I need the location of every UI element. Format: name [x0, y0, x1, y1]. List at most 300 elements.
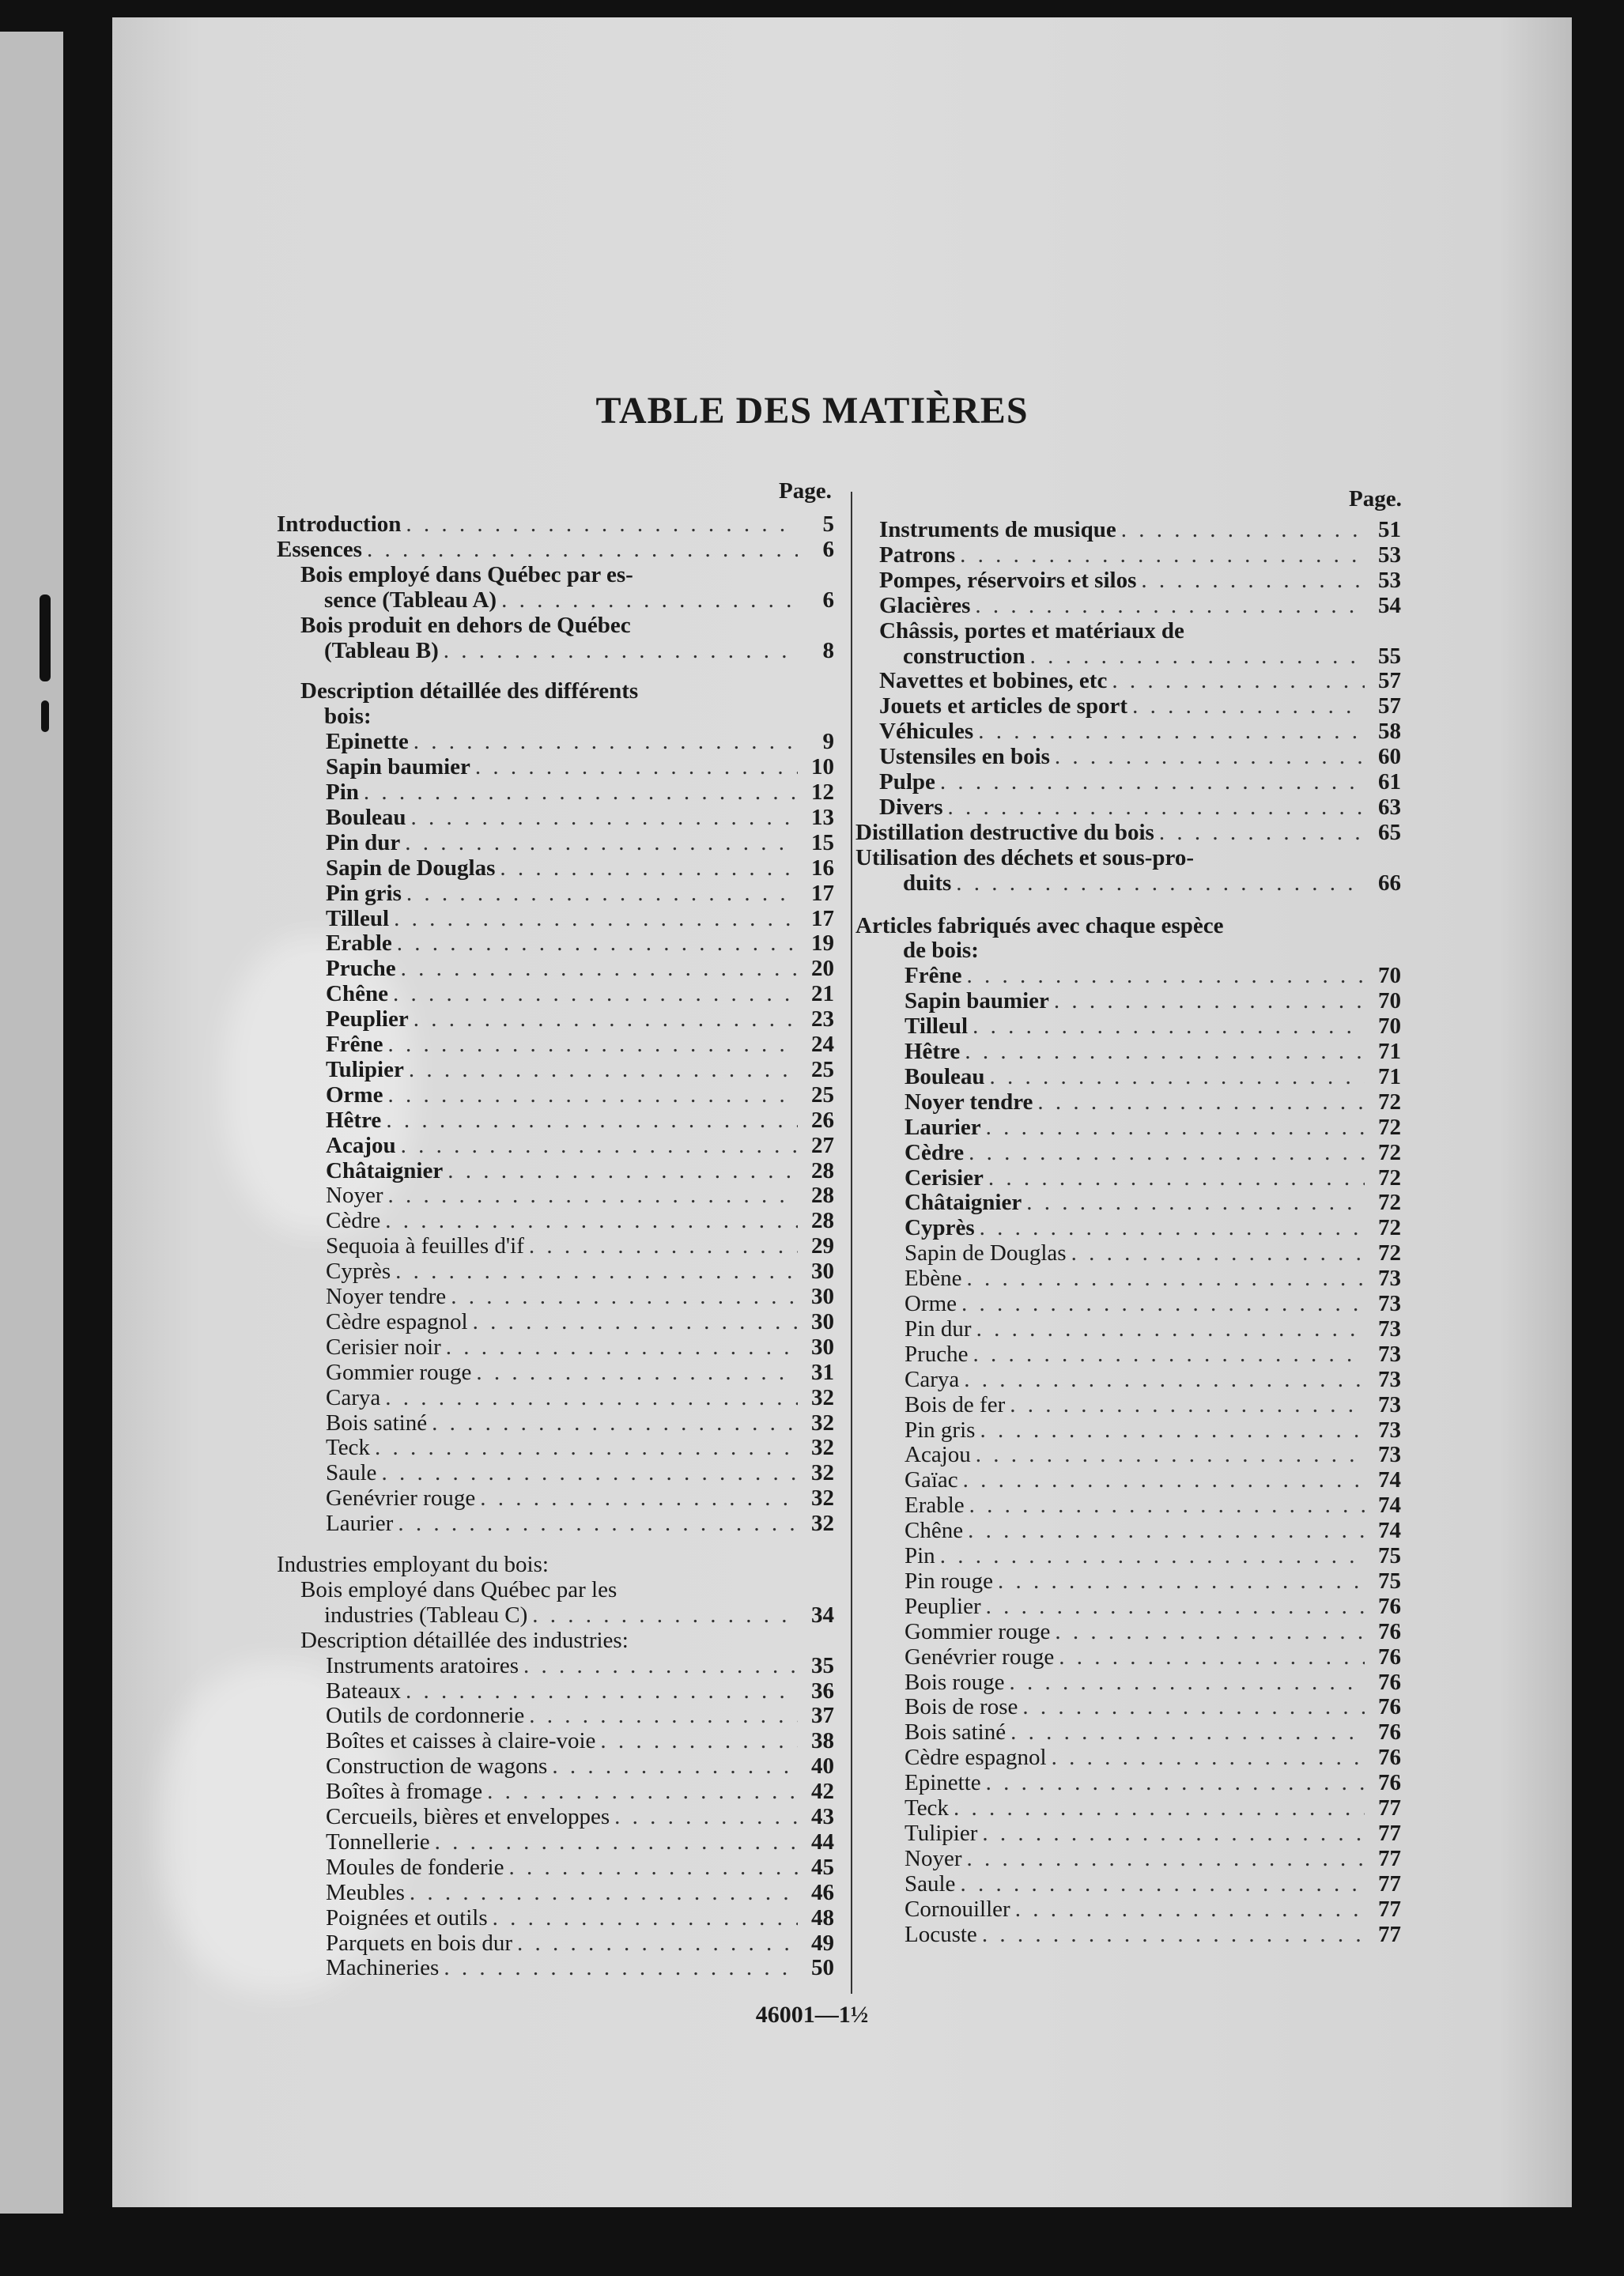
toc-entry — [905, 1493, 1401, 1517]
toc-page-number: 73 — [1378, 1391, 1401, 1417]
toc-entry-label: Gommier rouge — [326, 1359, 472, 1385]
toc-page-number: 53 — [1378, 567, 1401, 593]
toc-entry — [326, 1805, 834, 1829]
toc-page-number: 73 — [1378, 1341, 1401, 1367]
toc-entry — [326, 1931, 834, 1955]
toc-entry — [905, 1317, 1401, 1341]
toc-entry-label: Gommier rouge — [905, 1618, 1051, 1644]
toc-page-number: 17 — [811, 880, 834, 906]
toc-page-number: 57 — [1378, 668, 1401, 694]
toc-page-number: 63 — [1378, 794, 1401, 820]
toc-entry-label: Sequoia à feuilles d'if — [326, 1233, 524, 1259]
toc-page-number: 76 — [1378, 1770, 1401, 1796]
toc-entry — [324, 704, 834, 728]
toc-page-number: 28 — [811, 1208, 834, 1234]
toc-page-number: 76 — [1378, 1745, 1401, 1771]
toc-entry-label: Sapin baumier — [326, 754, 470, 780]
toc-entry-label: Bois employé dans Québec par es- — [300, 561, 633, 587]
toc-entry-label: Meubles — [326, 1879, 405, 1905]
dot-leader — [1159, 821, 1365, 844]
toc-page-number: 45 — [811, 1854, 834, 1880]
toc-entry-label: Teck — [905, 1795, 949, 1821]
toc-entry-label: Gaïac — [905, 1467, 958, 1493]
dot-leader — [975, 594, 1365, 617]
dot-leader — [406, 512, 798, 536]
toc-entry — [326, 1159, 834, 1183]
toc-page-number: 72 — [1378, 1089, 1401, 1115]
toc-page-number: 38 — [811, 1728, 834, 1754]
toc-entry-label: Pin dur — [905, 1315, 972, 1342]
toc-entry-label: Orme — [326, 1081, 383, 1108]
toc-page-number: 32 — [811, 1460, 834, 1486]
toc-entry — [326, 1855, 834, 1879]
toc-entry-label: Instruments aratoires — [326, 1652, 519, 1678]
toc-entry-label: Tilleul — [326, 905, 390, 931]
toc-entry-label: Utilisation des déchets et sous-pro- — [855, 844, 1195, 870]
toc-page-number: 71 — [1378, 1063, 1401, 1089]
toc-entry-label: Frêne — [326, 1032, 383, 1057]
toc-page-number: 24 — [811, 1032, 834, 1057]
dot-leader — [387, 1083, 798, 1107]
toc-page-number: 72 — [1378, 1215, 1401, 1241]
toc-page-number: 9 — [822, 729, 834, 755]
dot-leader — [1009, 1670, 1365, 1694]
toc-entry — [326, 1436, 834, 1459]
toc-page-number: 75 — [1378, 1568, 1401, 1594]
dot-leader — [978, 719, 1365, 743]
dot-leader — [1132, 694, 1365, 718]
dot-leader — [982, 1821, 1365, 1845]
toc-entry-label: Cyprès — [326, 1259, 391, 1285]
toc-page-number: 43 — [811, 1804, 834, 1829]
toc-page-number: 32 — [811, 1384, 834, 1410]
toc-entry-label: Noyer — [905, 1845, 962, 1871]
toc-page-number: 30 — [811, 1308, 834, 1334]
toc-page-number: 25 — [811, 1081, 834, 1108]
toc-entry — [324, 639, 834, 662]
dot-leader — [409, 1058, 798, 1081]
dot-leader — [600, 1729, 798, 1753]
toc-entry — [326, 1007, 834, 1031]
toc-entry-label: Sapin de Douglas — [905, 1240, 1067, 1266]
toc-page-number: 55 — [1378, 643, 1401, 669]
dot-leader — [976, 1317, 1365, 1341]
dot-leader — [963, 1468, 1365, 1492]
toc-entry — [324, 588, 834, 612]
toc-page-number: 76 — [1378, 1719, 1401, 1746]
toc-entry-label: Bois satiné — [326, 1410, 428, 1436]
toc-page-number: 72 — [1378, 1240, 1401, 1266]
dot-leader — [493, 1906, 798, 1930]
toc-page-number: 77 — [1378, 1921, 1401, 1947]
toc-entry — [903, 644, 1401, 668]
dot-leader — [398, 1512, 798, 1535]
toc-entry — [326, 931, 834, 955]
dot-leader — [487, 1780, 798, 1803]
toc-entry — [879, 518, 1401, 542]
toc-entry-label: Pulpe — [879, 769, 935, 795]
toc-page-number: 48 — [811, 1904, 834, 1931]
toc-page-number: 73 — [1378, 1417, 1401, 1443]
toc-entry-label: Cornouiller — [905, 1896, 1010, 1922]
toc-entry — [879, 745, 1401, 768]
dot-leader — [1015, 1897, 1365, 1921]
toc-entry — [905, 1418, 1401, 1442]
toc-page-number: 70 — [1378, 963, 1401, 989]
toc-page-number: 76 — [1378, 1669, 1401, 1695]
dot-leader — [964, 1368, 1365, 1391]
toc-entry — [326, 1032, 834, 1056]
toc-entry-label: Châssis, portes et matériaux de — [879, 617, 1184, 644]
toc-page-number: 73 — [1378, 1315, 1401, 1342]
toc-entry — [879, 594, 1401, 617]
toc-entry-label: Ebène — [905, 1266, 962, 1292]
toc-entry-label: Tonnellerie — [326, 1829, 430, 1855]
toc-entry-label: Patrons — [879, 542, 956, 568]
toc-page-number: 73 — [1378, 1266, 1401, 1292]
dot-leader — [523, 1654, 798, 1678]
toc-entry — [326, 1881, 834, 1904]
toc-entry-label: Genévrier rouge — [905, 1644, 1055, 1670]
dot-leader — [435, 1830, 798, 1854]
dot-leader — [980, 1216, 1365, 1240]
dot-leader — [1010, 1720, 1365, 1744]
dot-leader — [998, 1569, 1365, 1593]
toc-entry-label: Peuplier — [326, 1006, 409, 1032]
toc-entry — [326, 1830, 834, 1854]
toc-entry — [905, 1746, 1401, 1769]
toc-entry — [326, 1461, 834, 1485]
dot-leader — [386, 1108, 798, 1132]
toc-entry — [879, 543, 1401, 567]
toc-entry-label: Description détaillée des industries: — [300, 1627, 629, 1653]
toc-entry — [905, 1796, 1401, 1820]
dot-leader — [1037, 1090, 1365, 1114]
toc-entry-label: Moules de fonderie — [326, 1854, 504, 1880]
toc-entry — [326, 957, 834, 980]
toc-entry-label: Châtaignier — [326, 1157, 444, 1183]
toc-entry-label: Cèdre — [326, 1208, 381, 1234]
dot-leader — [954, 1796, 1365, 1820]
toc-entry-label: Industries employant du bois: — [277, 1552, 549, 1577]
toc-entry-label: Cercueils, bières et enveloppes — [326, 1804, 610, 1829]
toc-entry — [326, 982, 834, 1006]
dot-leader — [1071, 1241, 1365, 1265]
toc-page-number: 12 — [811, 779, 834, 805]
toc-entry — [879, 619, 1401, 643]
toc-page-number: 77 — [1378, 1845, 1401, 1871]
toc-entry — [905, 1115, 1401, 1139]
toc-entry-label: Carya — [905, 1366, 960, 1392]
dot-leader — [406, 881, 798, 905]
binding-mark — [41, 700, 49, 732]
dot-leader — [1030, 644, 1365, 668]
toc-page-number: 28 — [811, 1183, 834, 1209]
toc-entry-label: Acajou — [905, 1442, 971, 1468]
toc-entry — [905, 1595, 1401, 1618]
toc-entry-label: Erable — [905, 1493, 965, 1519]
toc-entry-label: Distillation destructive du bois — [855, 819, 1154, 845]
toc-entry — [879, 719, 1401, 743]
dot-leader — [414, 730, 798, 753]
toc-entry-label: Cèdre espagnol — [905, 1745, 1047, 1771]
dot-leader — [410, 1881, 798, 1904]
toc-entry-label: Carya — [326, 1384, 381, 1410]
toc-entry — [905, 1166, 1401, 1190]
dot-leader — [393, 982, 798, 1006]
toc-entry — [905, 1670, 1401, 1694]
toc-page-number: 28 — [811, 1157, 834, 1183]
toc-entry — [326, 806, 834, 829]
toc-page-number: 60 — [1378, 744, 1401, 770]
toc-entry — [277, 538, 834, 561]
toc-entry — [326, 1512, 834, 1535]
dot-leader — [1026, 1191, 1365, 1214]
page-title: TABLE DES MATIÈRES — [595, 390, 1029, 432]
dot-leader — [966, 964, 1365, 987]
toc-entry-label: Bateaux — [326, 1678, 402, 1704]
toc-entry-label: Cerisier noir — [326, 1334, 441, 1360]
toc-page-number: 73 — [1378, 1366, 1401, 1392]
toc-entry-label: de bois: — [903, 938, 979, 964]
toc-entry-label: Peuplier — [905, 1593, 981, 1619]
dot-leader — [385, 1209, 798, 1232]
toc-entry — [905, 1241, 1401, 1265]
toc-entry — [905, 1443, 1401, 1466]
toc-entry — [277, 512, 834, 536]
toc-page-number: 77 — [1378, 1870, 1401, 1897]
toc-page-number: 37 — [811, 1703, 834, 1729]
toc-entry-label: (Tableau B) — [324, 637, 439, 663]
toc-entry-label: Noyer tendre — [905, 1089, 1033, 1115]
dot-leader — [948, 795, 1365, 819]
toc-entry-label: Laurier — [326, 1511, 394, 1537]
toc-page-number: 42 — [811, 1779, 834, 1805]
dot-leader — [411, 806, 798, 829]
toc-entry-label: Erable — [326, 930, 392, 957]
dot-leader — [387, 1032, 798, 1056]
dot-leader — [381, 1461, 798, 1485]
toc-page-number: 30 — [811, 1284, 834, 1309]
toc-entry-label: Cèdre espagnol — [326, 1308, 468, 1334]
dot-leader — [976, 1443, 1365, 1466]
toc-entry — [905, 1519, 1401, 1542]
toc-entry — [326, 907, 834, 930]
dot-leader — [1121, 518, 1365, 542]
toc-entry — [326, 881, 834, 905]
toc-entry — [905, 1216, 1401, 1240]
toc-entry-label: Pin rouge — [905, 1568, 993, 1594]
dot-leader — [414, 1007, 798, 1031]
dot-leader — [367, 538, 798, 561]
toc-entry-label: Instruments de musique — [879, 517, 1116, 542]
dot-leader — [969, 1141, 1365, 1164]
toc-entry-label: Noyer tendre — [326, 1284, 447, 1309]
toc-page-number: 76 — [1378, 1644, 1401, 1670]
dot-leader — [1052, 1746, 1365, 1769]
toc-page-number: 70 — [1378, 988, 1401, 1014]
toc-entry-label: Description détaillée des différents — [300, 678, 639, 704]
toc-entry-label: Pompes, réservoirs et silos — [879, 567, 1137, 593]
toc-entry-label: Divers — [879, 794, 943, 820]
toc-entry-label: Tulipier — [905, 1820, 978, 1846]
toc-entry-label: Cerisier — [905, 1164, 984, 1191]
toc-entry-label: duits — [903, 870, 952, 896]
toc-entry — [855, 914, 1401, 938]
toc-entry-label: Bois satiné — [905, 1719, 1007, 1746]
dot-leader — [960, 543, 1365, 567]
toc-entry-label: Boîtes et caisses à claire-voie — [326, 1728, 596, 1754]
toc-entry — [905, 1923, 1401, 1946]
toc-entry — [905, 1368, 1401, 1391]
toc-entry — [905, 1292, 1401, 1315]
toc-page-number: 58 — [1378, 719, 1401, 745]
toc-entry — [905, 1342, 1401, 1366]
toc-page-number: 76 — [1378, 1694, 1401, 1720]
toc-entry — [326, 831, 834, 855]
toc-entry-label: Véhicules — [879, 719, 974, 745]
dot-leader — [614, 1805, 798, 1829]
toc-page-number: 75 — [1378, 1543, 1401, 1568]
toc-entry-label: Pin gris — [905, 1417, 976, 1443]
toc-entry — [905, 1065, 1401, 1089]
toc-entry — [905, 1821, 1401, 1845]
toc-entry-label: Chêne — [905, 1518, 964, 1544]
dot-leader — [405, 831, 798, 855]
dot-leader — [385, 1386, 798, 1410]
toc-page-number: 74 — [1378, 1467, 1401, 1493]
toc-entry-label: Bois rouge — [905, 1669, 1005, 1695]
toc-entry — [905, 989, 1401, 1013]
toc-entry — [326, 1906, 834, 1930]
toc-entry — [905, 1090, 1401, 1114]
toc-page-number: 76 — [1378, 1618, 1401, 1644]
toc-entry-label: Jouets et articles de sport — [879, 693, 1128, 719]
toc-entry-label: Epinette — [905, 1770, 981, 1796]
dot-leader — [1141, 568, 1365, 592]
toc-entry — [326, 1361, 834, 1384]
toc-entry-label: Introduction — [277, 511, 402, 537]
toc-entry — [326, 730, 834, 753]
toc-entry-label: Machineries — [326, 1955, 440, 1981]
dot-leader — [446, 1335, 798, 1359]
toc-page-number: 23 — [811, 1006, 834, 1032]
toc-page-number: 65 — [1378, 819, 1401, 845]
toc-entry-label: Tulipier — [326, 1056, 404, 1082]
toc-entry-label: Saule — [905, 1870, 956, 1897]
toc-entry-label: Glacières — [879, 592, 971, 618]
toc-entry — [326, 1386, 834, 1410]
dot-leader — [395, 1259, 798, 1283]
toc-entry — [905, 1645, 1401, 1669]
toc-entry — [879, 770, 1401, 794]
dot-leader — [444, 1956, 798, 1980]
toc-page-number: 32 — [811, 1485, 834, 1512]
dot-leader — [529, 1704, 798, 1727]
toc-entry-label: Parquets en bois dur — [326, 1930, 512, 1956]
toc-page-number: 74 — [1378, 1518, 1401, 1544]
toc-entry — [326, 1956, 834, 1980]
toc-entry-label: Outils de cordonnerie — [326, 1703, 525, 1729]
toc-entry-label: Epinette — [326, 729, 409, 755]
toc-entry — [905, 1544, 1401, 1568]
dot-leader — [364, 780, 798, 804]
toc-entry — [326, 1083, 834, 1107]
toc-entry-label: Frêne — [905, 963, 962, 989]
toc-entry — [326, 1209, 834, 1232]
toc-page-number: 72 — [1378, 1190, 1401, 1216]
dot-leader — [1022, 1695, 1365, 1719]
toc-page-number: 32 — [811, 1511, 834, 1537]
column-divider — [851, 492, 852, 1994]
dot-leader — [517, 1931, 798, 1955]
dot-leader — [444, 639, 798, 662]
toc-page-number: 31 — [811, 1359, 834, 1385]
toc-page-number: 53 — [1378, 542, 1401, 568]
dot-leader — [1055, 745, 1365, 768]
toc-page-number: 21 — [811, 981, 834, 1007]
toc-entry — [905, 1266, 1401, 1290]
toc-entry — [326, 1234, 834, 1258]
toc-entry-label: Orme — [905, 1291, 957, 1316]
toc-page-number: 40 — [811, 1753, 834, 1780]
dot-leader — [532, 1603, 798, 1627]
dot-leader — [1054, 989, 1365, 1013]
toc-entry-label: Bois produit en dehors de Québec — [300, 612, 631, 638]
dot-leader — [552, 1754, 798, 1778]
toc-entry — [879, 694, 1401, 718]
dot-leader — [961, 1292, 1365, 1315]
toc-entry-label: Pin — [326, 779, 359, 805]
toc-entry-label: Essences — [277, 536, 362, 562]
toc-entry — [905, 1569, 1401, 1593]
dot-leader — [986, 1115, 1365, 1139]
toc-entry — [903, 871, 1401, 895]
dot-leader — [451, 1285, 798, 1308]
dot-leader — [397, 931, 798, 955]
dot-leader — [473, 1310, 798, 1334]
dot-leader — [432, 1411, 798, 1435]
toc-entry — [905, 1141, 1401, 1164]
toc-entry — [326, 1654, 834, 1678]
toc-page-number: 8 — [822, 637, 834, 663]
toc-entry-label: Pin dur — [326, 829, 401, 855]
toc-entry — [326, 1285, 834, 1308]
dot-leader — [401, 1134, 798, 1157]
toc-entry — [326, 1108, 834, 1132]
toc-entry-label: industries (Tableau C) — [324, 1602, 528, 1628]
toc-page-number: 77 — [1378, 1795, 1401, 1821]
toc-entry-label: Pruche — [905, 1341, 969, 1367]
toc-page-number: 13 — [811, 804, 834, 830]
toc-entry-label: Construction de wagons — [326, 1753, 548, 1780]
toc-entry-label: Laurier — [905, 1114, 981, 1140]
dot-leader — [940, 1544, 1365, 1568]
toc-page-number: 49 — [811, 1930, 834, 1956]
toc-entry-label: Bouleau — [905, 1063, 985, 1089]
toc-page-number: 30 — [811, 1334, 834, 1360]
toc-entry — [905, 1393, 1401, 1417]
dot-leader — [969, 1493, 1365, 1517]
toc-page-number: 44 — [811, 1829, 834, 1855]
toc-entry — [326, 1486, 834, 1510]
toc-page-number: 72 — [1378, 1139, 1401, 1165]
toc-entry — [326, 1310, 834, 1334]
toc-entry — [905, 1847, 1401, 1870]
toc-page-number: 50 — [811, 1955, 834, 1981]
toc-entry — [905, 964, 1401, 987]
toc-entry-label: Poignées et outils — [326, 1904, 488, 1931]
